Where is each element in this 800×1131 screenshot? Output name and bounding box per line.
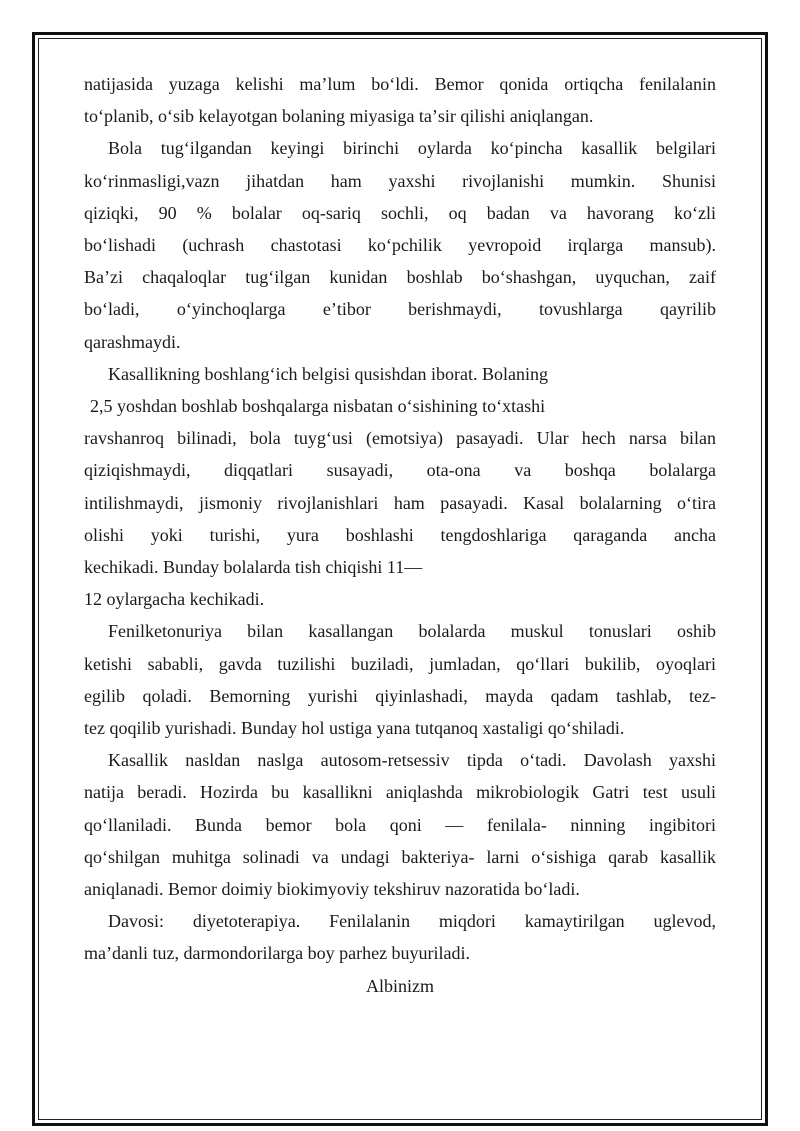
text-line: qarashmaydi. bbox=[84, 331, 181, 352]
text-line: kechikadi. Bunday bolalarda tish chiqishi 11— bbox=[84, 557, 423, 578]
text-line: Baʼzi chaqaloqlar tugʻilgan kunidan boshlab boʻshashgan, uyquchan, zaif bbox=[84, 267, 716, 288]
text-line: tez qoqilib yurishadi. Bunday hol ustiga yana tutqanoq xastaligi qoʻshiladi. bbox=[84, 718, 625, 739]
text-line: boʻladi, oʻyinchoqlarga eʼtibor berishmaydi, tovushlarga qayrilib bbox=[84, 299, 716, 320]
text-line: ravshanroq bilinadi, bola tuygʻusi (emotsiya) pasayadi. Ular hech narsa bilan bbox=[84, 428, 716, 449]
text-line: Bola tugʻilgandan keyingi birinchi oylarda koʻpincha kasallik belgilari bbox=[108, 138, 716, 159]
text-line: koʻrinmasligi,vazn jihatdan ham yaxshi rivojlanishi mumkin. Shunisi bbox=[84, 170, 716, 191]
text-line: qiziqishmaydi, diqqatlari susayadi, ota-ona va boshqa bolalarga bbox=[84, 460, 716, 481]
text-line: olishi yoki turishi, yura boshlashi tengdoshlariga qaraganda ancha bbox=[84, 524, 716, 545]
text-line: 12 oylargacha kechikadi. bbox=[84, 589, 265, 610]
text-line: ketishi sababli, gavda tuzilishi buziladi, jumladan, qoʻllari bukilib, oyoqlari bbox=[84, 653, 716, 674]
text-line: qoʻllaniladi. Bunda bemor bola qoni — fenilala- ninning ingibitori bbox=[84, 814, 716, 835]
text-line: Kasallik nasldan naslga autosom-retsessiv tipda oʻtadi. Davolash yaxshi bbox=[108, 750, 716, 771]
text-line: qiziqki, 90 % bolalar oq-sariq sochli, oq badan va havorang koʻzli bbox=[84, 202, 716, 223]
text-line: egilib qoladi. Bemorning yurishi qiyinlashadi, mayda qadam tashlab, tez- bbox=[84, 685, 716, 706]
text-line: Fenilketonuriya bilan kasallangan bolalarda muskul tonuslari oshib bbox=[108, 621, 716, 642]
text-line: Davosi: diyetoterapiya. Fenilalanin miqdori kamaytirilgan uglevod, bbox=[108, 911, 716, 932]
text-line: maʼdanli tuz, darmondorilarga boy parhez buyuriladi. bbox=[84, 943, 471, 964]
text-line: qoʻshilgan muhitga solinadi va undagi bakteriya- larni oʻsishiga qarab kasallik bbox=[84, 846, 716, 867]
text-line: intilishmaydi, jismoniy rivojlanishlari ham pasayadi. Kasal bolalarning oʻtira bbox=[84, 492, 716, 513]
text-line: aniqlanadi. Bemor doimiy biokimyoviy tekshiruv nazoratida boʻladi. bbox=[84, 879, 580, 900]
section-heading-albinizm: Albinizm bbox=[366, 975, 434, 996]
text-line: natija beradi. Hozirda bu kasallikni aniqlashda mikrobiologik Gatri test usuli bbox=[84, 782, 716, 803]
text-line: boʻlishadi (uchrash chastotasi koʻpchilik yevropoid irqlarga mansub). bbox=[84, 235, 716, 256]
document-body bbox=[84, 68, 716, 1002]
text-line: toʻplanib, oʻsib kelayotgan bolaning miyasiga taʼsir qilishi aniqlangan. bbox=[84, 106, 594, 127]
text-line: natijasida yuzaga kelishi maʼlum boʻldi. Bemor qonida ortiqcha fenilalanin bbox=[84, 74, 716, 94]
text-line: Kasallikning boshlangʻich belgisi qusishdan iborat. Bolaning bbox=[108, 363, 548, 384]
text-line: 2,5 yoshdan boshlab boshqalarga nisbatan oʻsishining toʻxtashi bbox=[90, 396, 546, 417]
